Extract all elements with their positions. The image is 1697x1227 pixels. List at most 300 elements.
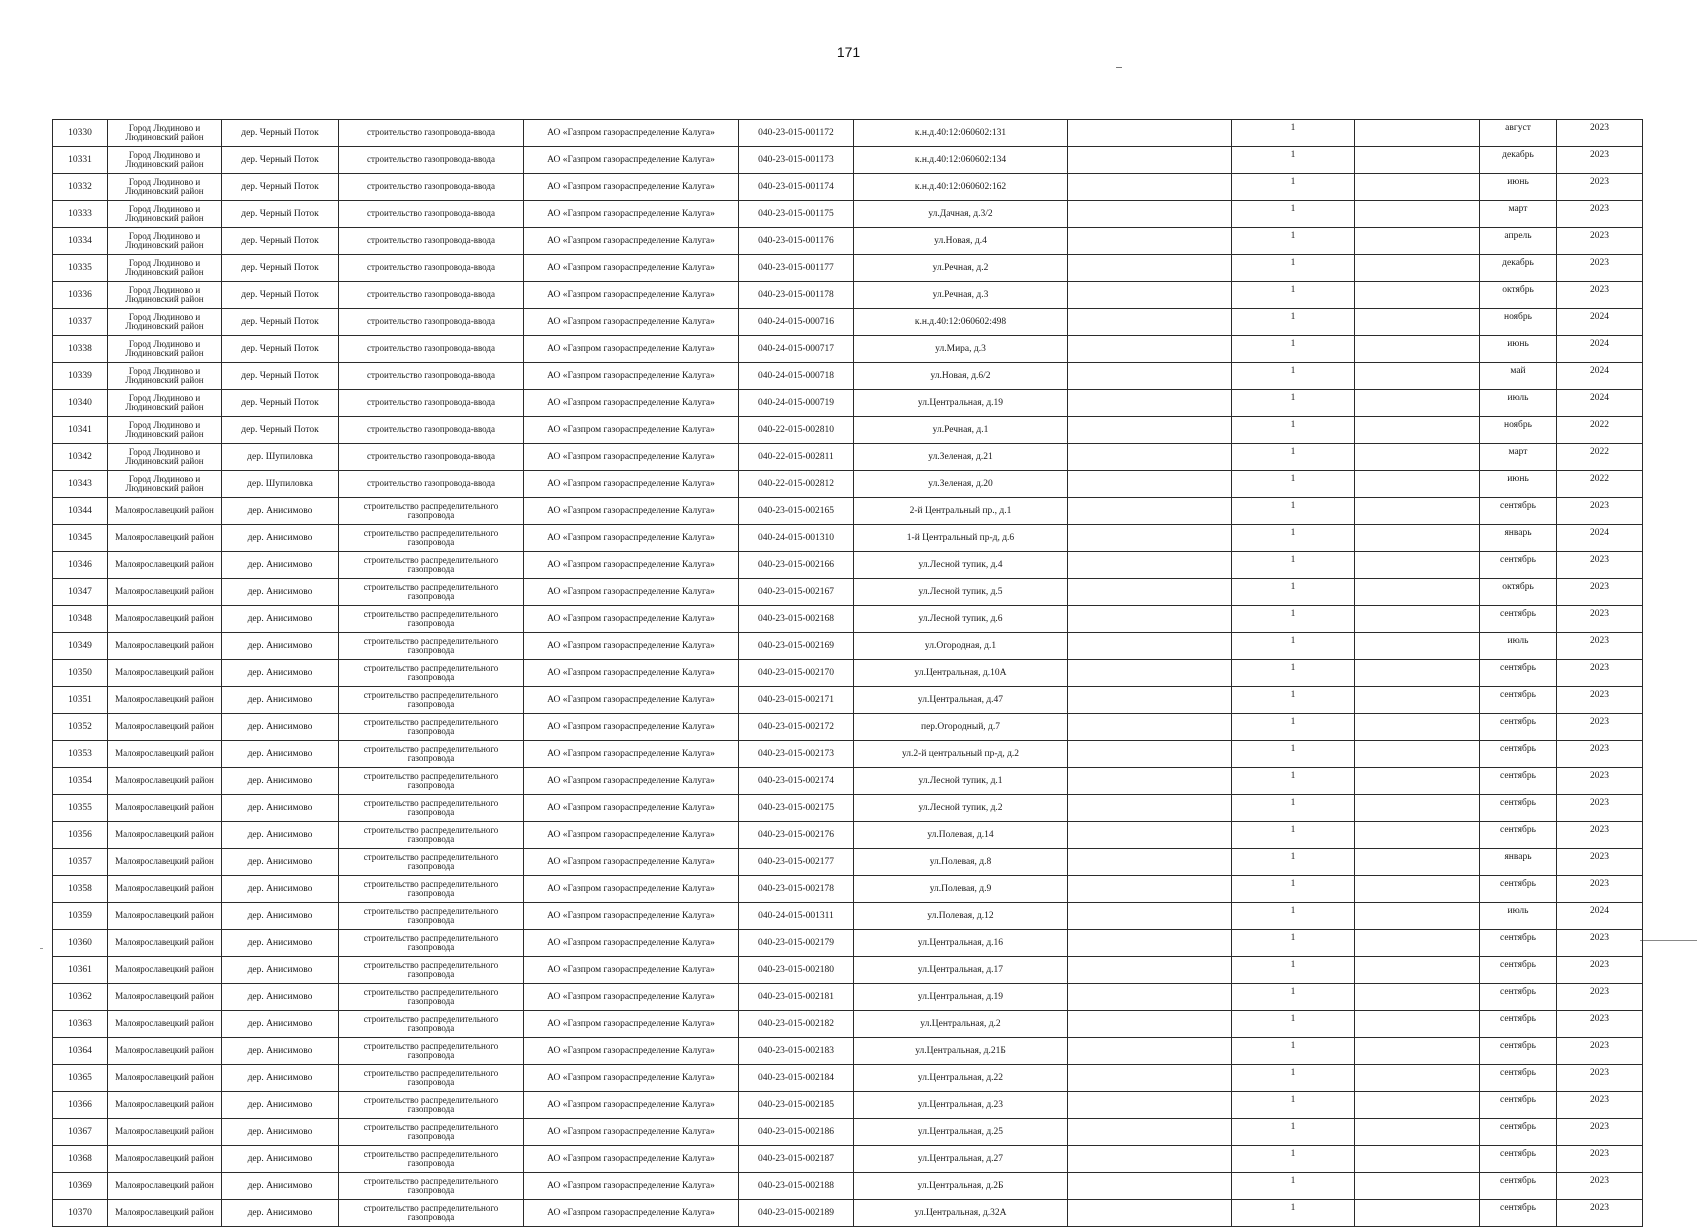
- district-cell: Малоярославецкий район: [108, 606, 222, 633]
- month-cell: июнь: [1480, 174, 1557, 201]
- count-cell: 1: [1232, 1119, 1355, 1146]
- row-number-cell: 10357: [53, 849, 108, 876]
- empty-cell: [1355, 768, 1480, 795]
- empty-cell: [1355, 876, 1480, 903]
- address-cell: ул.Полевая, д.9: [854, 876, 1068, 903]
- count-cell: 1: [1232, 201, 1355, 228]
- month-cell: сентябрь: [1480, 606, 1557, 633]
- year-cell: 2022: [1557, 471, 1643, 498]
- object-code-cell: 040-23-015-002186: [739, 1119, 854, 1146]
- scan-mark: [1116, 67, 1122, 68]
- settlement-cell: дер. Анисимово: [222, 1011, 339, 1038]
- organization-cell: АО «Газпром газораспределение Калуга»: [524, 552, 739, 579]
- work-type-cell: строительство распределительного газопровода: [339, 822, 524, 849]
- row-number-cell: 10359: [53, 903, 108, 930]
- row-number-cell: 10370: [53, 1200, 108, 1227]
- object-code-cell: 040-23-015-002177: [739, 849, 854, 876]
- count-cell: 1: [1232, 309, 1355, 336]
- table-row: [53, 363, 1643, 390]
- row-number-cell: 10344: [53, 498, 108, 525]
- work-type-cell: строительство распределительного газопровода: [339, 714, 524, 741]
- month-cell: июнь: [1480, 471, 1557, 498]
- work-type-cell: строительство распределительного газопровода: [339, 1119, 524, 1146]
- address-cell: ул.Зеленая, д.20: [854, 471, 1068, 498]
- row-number-cell: 10339: [53, 363, 108, 390]
- count-cell: 1: [1232, 228, 1355, 255]
- settlement-cell: дер. Анисимово: [222, 525, 339, 552]
- year-cell: 2024: [1557, 336, 1643, 363]
- object-code-cell: 040-23-015-001172: [739, 120, 854, 147]
- settlement-cell: дер. Анисимово: [222, 552, 339, 579]
- count-cell: 1: [1232, 876, 1355, 903]
- count-cell: 1: [1232, 795, 1355, 822]
- month-cell: март: [1480, 201, 1557, 228]
- district-cell: Малоярославецкий район: [108, 1146, 222, 1173]
- count-cell: 1: [1232, 741, 1355, 768]
- count-cell: 1: [1232, 1065, 1355, 1092]
- object-code-cell: 040-23-015-002184: [739, 1065, 854, 1092]
- object-code-cell: 040-23-015-002189: [739, 1200, 854, 1227]
- settlement-cell: дер. Анисимово: [222, 1092, 339, 1119]
- organization-cell: АО «Газпром газораспределение Калуга»: [524, 903, 739, 930]
- row-number-cell: 10354: [53, 768, 108, 795]
- year-cell: 2022: [1557, 417, 1643, 444]
- work-type-cell: строительство распределительного газопровода: [339, 957, 524, 984]
- row-number-cell: 10364: [53, 1038, 108, 1065]
- object-code-cell: 040-23-015-001178: [739, 282, 854, 309]
- scan-edge-dot: [40, 948, 43, 949]
- scan-edge-line: [1640, 940, 1697, 941]
- settlement-cell: дер. Анисимово: [222, 1119, 339, 1146]
- empty-cell: [1068, 1200, 1232, 1227]
- empty-cell: [1355, 147, 1480, 174]
- empty-cell: [1068, 120, 1232, 147]
- table-row: [53, 174, 1643, 201]
- month-cell: сентябрь: [1480, 930, 1557, 957]
- row-number-cell: 10355: [53, 795, 108, 822]
- district-cell: Город Людиново и Людиновский район: [108, 417, 222, 444]
- month-cell: сентябрь: [1480, 876, 1557, 903]
- district-cell: Малоярославецкий район: [108, 1173, 222, 1200]
- work-type-cell: строительство распределительного газопровода: [339, 1038, 524, 1065]
- object-code-cell: 040-24-015-000716: [739, 309, 854, 336]
- object-code-cell: 040-23-015-001175: [739, 201, 854, 228]
- work-type-cell: строительство распределительного газопровода: [339, 768, 524, 795]
- year-cell: 2023: [1557, 1092, 1643, 1119]
- organization-cell: АО «Газпром газораспределение Калуга»: [524, 633, 739, 660]
- count-cell: 1: [1232, 633, 1355, 660]
- object-code-cell: 040-24-015-000718: [739, 363, 854, 390]
- table-row: [53, 660, 1643, 687]
- row-number-cell: 10358: [53, 876, 108, 903]
- address-cell: к.н.д.40:12:060602:162: [854, 174, 1068, 201]
- empty-cell: [1355, 390, 1480, 417]
- empty-cell: [1068, 714, 1232, 741]
- empty-cell: [1355, 795, 1480, 822]
- row-number-cell: 10363: [53, 1011, 108, 1038]
- table-row: [53, 417, 1643, 444]
- row-number-cell: 10367: [53, 1119, 108, 1146]
- object-code-cell: 040-23-015-002167: [739, 579, 854, 606]
- row-number-cell: 10332: [53, 174, 108, 201]
- table-row: [53, 498, 1643, 525]
- address-cell: ул.Центральная, д.27: [854, 1146, 1068, 1173]
- empty-cell: [1068, 363, 1232, 390]
- work-type-cell: строительство распределительного газопровода: [339, 1011, 524, 1038]
- district-cell: Малоярославецкий район: [108, 930, 222, 957]
- object-code-cell: 040-24-015-000719: [739, 390, 854, 417]
- empty-cell: [1068, 525, 1232, 552]
- empty-cell: [1068, 984, 1232, 1011]
- settlement-cell: дер. Анисимово: [222, 1173, 339, 1200]
- district-cell: Малоярославецкий район: [108, 1065, 222, 1092]
- empty-cell: [1355, 930, 1480, 957]
- row-number-cell: 10330: [53, 120, 108, 147]
- object-code-cell: 040-23-015-001176: [739, 228, 854, 255]
- row-number-cell: 10341: [53, 417, 108, 444]
- year-cell: 2023: [1557, 606, 1643, 633]
- count-cell: 1: [1232, 579, 1355, 606]
- empty-cell: [1068, 579, 1232, 606]
- address-cell: ул.Центральная, д.19: [854, 984, 1068, 1011]
- settlement-cell: дер. Анисимово: [222, 903, 339, 930]
- organization-cell: АО «Газпром газораспределение Калуга»: [524, 1200, 739, 1227]
- work-type-cell: строительство распределительного газопровода: [339, 498, 524, 525]
- table-row: [53, 1119, 1643, 1146]
- address-cell: ул.Речная, д.2: [854, 255, 1068, 282]
- empty-cell: [1068, 957, 1232, 984]
- district-cell: Город Людиново и Людиновский район: [108, 228, 222, 255]
- table-row: [53, 147, 1643, 174]
- count-cell: 1: [1232, 903, 1355, 930]
- district-cell: Малоярославецкий район: [108, 1200, 222, 1227]
- table-row: [53, 282, 1643, 309]
- table-row: [53, 1200, 1643, 1227]
- month-cell: сентябрь: [1480, 660, 1557, 687]
- month-cell: май: [1480, 363, 1557, 390]
- organization-cell: АО «Газпром газораспределение Калуга»: [524, 417, 739, 444]
- organization-cell: АО «Газпром газораспределение Калуга»: [524, 660, 739, 687]
- settlement-cell: дер. Черный Поток: [222, 255, 339, 282]
- object-code-cell: 040-24-015-001310: [739, 525, 854, 552]
- district-cell: Малоярославецкий район: [108, 876, 222, 903]
- address-cell: 2-й Центральный пр., д.1: [854, 498, 1068, 525]
- month-cell: сентябрь: [1480, 768, 1557, 795]
- empty-cell: [1068, 1038, 1232, 1065]
- address-cell: к.н.д.40:12:060602:134: [854, 147, 1068, 174]
- month-cell: апрель: [1480, 228, 1557, 255]
- month-cell: август: [1480, 120, 1557, 147]
- district-cell: Город Людиново и Людиновский район: [108, 255, 222, 282]
- work-type-cell: строительство распределительного газопровода: [339, 1173, 524, 1200]
- year-cell: 2024: [1557, 363, 1643, 390]
- count-cell: 1: [1232, 1011, 1355, 1038]
- month-cell: сентябрь: [1480, 1119, 1557, 1146]
- table-row: [53, 1065, 1643, 1092]
- settlement-cell: дер. Анисимово: [222, 1065, 339, 1092]
- settlement-cell: дер. Черный Поток: [222, 228, 339, 255]
- table-row: [53, 822, 1643, 849]
- month-cell: июнь: [1480, 336, 1557, 363]
- year-cell: 2024: [1557, 903, 1643, 930]
- settlement-cell: дер. Анисимово: [222, 930, 339, 957]
- organization-cell: АО «Газпром газораспределение Калуга»: [524, 1119, 739, 1146]
- table-row: [53, 525, 1643, 552]
- empty-cell: [1355, 471, 1480, 498]
- address-cell: ул.Центральная, д.10А: [854, 660, 1068, 687]
- district-cell: Малоярославецкий район: [108, 795, 222, 822]
- year-cell: 2023: [1557, 876, 1643, 903]
- empty-cell: [1355, 903, 1480, 930]
- address-cell: ул.Центральная, д.19: [854, 390, 1068, 417]
- year-cell: 2024: [1557, 390, 1643, 417]
- work-type-cell: строительство распределительного газопровода: [339, 1092, 524, 1119]
- empty-cell: [1355, 1011, 1480, 1038]
- object-code-cell: 040-23-015-001174: [739, 174, 854, 201]
- empty-cell: [1068, 660, 1232, 687]
- district-cell: Город Людиново и Людиновский район: [108, 444, 222, 471]
- address-cell: к.н.д.40:12:060602:498: [854, 309, 1068, 336]
- address-cell: к.н.д.40:12:060602:131: [854, 120, 1068, 147]
- row-number-cell: 10362: [53, 984, 108, 1011]
- district-cell: Малоярославецкий район: [108, 1092, 222, 1119]
- table-row: [53, 1173, 1643, 1200]
- address-cell: ул.Речная, д.1: [854, 417, 1068, 444]
- settlement-cell: дер. Анисимово: [222, 714, 339, 741]
- year-cell: 2023: [1557, 1119, 1643, 1146]
- address-cell: ул.Полевая, д.8: [854, 849, 1068, 876]
- year-cell: 2023: [1557, 849, 1643, 876]
- organization-cell: АО «Газпром газораспределение Калуга»: [524, 174, 739, 201]
- count-cell: 1: [1232, 849, 1355, 876]
- address-cell: ул.Центральная, д.32А: [854, 1200, 1068, 1227]
- year-cell: 2023: [1557, 228, 1643, 255]
- empty-cell: [1355, 1146, 1480, 1173]
- work-type-cell: строительство распределительного газопровода: [339, 579, 524, 606]
- organization-cell: АО «Газпром газораспределение Калуга»: [524, 957, 739, 984]
- empty-cell: [1355, 660, 1480, 687]
- row-number-cell: 10369: [53, 1173, 108, 1200]
- table-row: [53, 903, 1643, 930]
- object-code-cell: 040-23-015-001177: [739, 255, 854, 282]
- row-number-cell: 10360: [53, 930, 108, 957]
- settlement-cell: дер. Анисимово: [222, 984, 339, 1011]
- month-cell: сентябрь: [1480, 822, 1557, 849]
- table-row: [53, 579, 1643, 606]
- row-number-cell: 10346: [53, 552, 108, 579]
- address-cell: ул.Лесной тупик, д.5: [854, 579, 1068, 606]
- table-row: [53, 444, 1643, 471]
- empty-cell: [1355, 255, 1480, 282]
- district-cell: Город Людиново и Людиновский район: [108, 282, 222, 309]
- empty-cell: [1355, 1173, 1480, 1200]
- count-cell: 1: [1232, 660, 1355, 687]
- organization-cell: АО «Газпром газораспределение Калуга»: [524, 741, 739, 768]
- empty-cell: [1068, 822, 1232, 849]
- object-code-cell: 040-23-015-002173: [739, 741, 854, 768]
- object-code-cell: 040-23-015-002180: [739, 957, 854, 984]
- object-code-cell: 040-23-015-002169: [739, 633, 854, 660]
- work-type-cell: строительство распределительного газопровода: [339, 849, 524, 876]
- work-type-cell: строительство газопровода-ввода: [339, 228, 524, 255]
- registry-table-body: [53, 120, 1643, 1227]
- empty-cell: [1355, 498, 1480, 525]
- object-code-cell: 040-23-015-002172: [739, 714, 854, 741]
- count-cell: 1: [1232, 714, 1355, 741]
- month-cell: ноябрь: [1480, 417, 1557, 444]
- work-type-cell: строительство распределительного газопровода: [339, 984, 524, 1011]
- month-cell: июль: [1480, 633, 1557, 660]
- organization-cell: АО «Газпром газораспределение Калуга»: [524, 984, 739, 1011]
- count-cell: 1: [1232, 1200, 1355, 1227]
- district-cell: Малоярославецкий район: [108, 984, 222, 1011]
- empty-cell: [1068, 552, 1232, 579]
- address-cell: ул.Центральная, д.23: [854, 1092, 1068, 1119]
- organization-cell: АО «Газпром газораспределение Калуга»: [524, 201, 739, 228]
- work-type-cell: строительство распределительного газопровода: [339, 552, 524, 579]
- empty-cell: [1355, 606, 1480, 633]
- empty-cell: [1068, 201, 1232, 228]
- settlement-cell: дер. Анисимово: [222, 822, 339, 849]
- empty-cell: [1068, 1119, 1232, 1146]
- table-row: [53, 795, 1643, 822]
- row-number-cell: 10343: [53, 471, 108, 498]
- object-code-cell: 040-23-015-002168: [739, 606, 854, 633]
- month-cell: сентябрь: [1480, 795, 1557, 822]
- organization-cell: АО «Газпром газораспределение Калуга»: [524, 579, 739, 606]
- count-cell: 1: [1232, 1146, 1355, 1173]
- object-code-cell: 040-22-015-002810: [739, 417, 854, 444]
- empty-cell: [1068, 795, 1232, 822]
- empty-cell: [1355, 282, 1480, 309]
- row-number-cell: 10342: [53, 444, 108, 471]
- work-type-cell: строительство распределительного газопровода: [339, 525, 524, 552]
- month-cell: сентябрь: [1480, 957, 1557, 984]
- organization-cell: АО «Газпром газораспределение Калуга»: [524, 714, 739, 741]
- empty-cell: [1355, 849, 1480, 876]
- settlement-cell: дер. Черный Поток: [222, 417, 339, 444]
- address-cell: ул.Центральная, д.22: [854, 1065, 1068, 1092]
- table-row: [53, 228, 1643, 255]
- address-cell: ул.Центральная, д.47: [854, 687, 1068, 714]
- object-code-cell: 040-23-015-002165: [739, 498, 854, 525]
- object-code-cell: 040-23-015-002170: [739, 660, 854, 687]
- work-type-cell: строительство газопровода-ввода: [339, 417, 524, 444]
- empty-cell: [1068, 498, 1232, 525]
- object-code-cell: 040-23-015-002174: [739, 768, 854, 795]
- count-cell: 1: [1232, 525, 1355, 552]
- address-cell: ул.Лесной тупик, д.2: [854, 795, 1068, 822]
- month-cell: сентябрь: [1480, 498, 1557, 525]
- month-cell: январь: [1480, 849, 1557, 876]
- district-cell: Малоярославецкий район: [108, 552, 222, 579]
- organization-cell: АО «Газпром газораспределение Калуга»: [524, 444, 739, 471]
- month-cell: январь: [1480, 525, 1557, 552]
- work-type-cell: строительство газопровода-ввода: [339, 336, 524, 363]
- empty-cell: [1068, 687, 1232, 714]
- count-cell: 1: [1232, 984, 1355, 1011]
- district-cell: Город Людиново и Людиновский район: [108, 363, 222, 390]
- row-number-cell: 10338: [53, 336, 108, 363]
- month-cell: октябрь: [1480, 579, 1557, 606]
- object-code-cell: 040-23-015-002188: [739, 1173, 854, 1200]
- organization-cell: АО «Газпром газораспределение Калуга»: [524, 363, 739, 390]
- work-type-cell: строительство распределительного газопровода: [339, 1146, 524, 1173]
- table-row: [53, 1038, 1643, 1065]
- month-cell: сентябрь: [1480, 1092, 1557, 1119]
- empty-cell: [1068, 1173, 1232, 1200]
- month-cell: сентябрь: [1480, 1038, 1557, 1065]
- empty-cell: [1068, 1146, 1232, 1173]
- object-code-cell: 040-23-015-002178: [739, 876, 854, 903]
- address-cell: ул.Полевая, д.12: [854, 903, 1068, 930]
- empty-cell: [1068, 417, 1232, 444]
- settlement-cell: дер. Анисимово: [222, 795, 339, 822]
- object-code-cell: 040-23-015-002166: [739, 552, 854, 579]
- table-row: [53, 687, 1643, 714]
- table-row: [53, 984, 1643, 1011]
- organization-cell: АО «Газпром газораспределение Калуга»: [524, 930, 739, 957]
- empty-cell: [1068, 741, 1232, 768]
- district-cell: Город Людиново и Людиновский район: [108, 120, 222, 147]
- page-number: 171: [836, 44, 861, 60]
- object-code-cell: 040-22-015-002812: [739, 471, 854, 498]
- year-cell: 2023: [1557, 498, 1643, 525]
- district-cell: Город Людиново и Людиновский район: [108, 471, 222, 498]
- work-type-cell: строительство распределительного газопровода: [339, 741, 524, 768]
- organization-cell: АО «Газпром газораспределение Калуга»: [524, 822, 739, 849]
- address-cell: ул.Мира, д.3: [854, 336, 1068, 363]
- settlement-cell: дер. Анисимово: [222, 1146, 339, 1173]
- row-number-cell: 10353: [53, 741, 108, 768]
- object-code-cell: 040-23-015-002183: [739, 1038, 854, 1065]
- year-cell: 2023: [1557, 660, 1643, 687]
- year-cell: 2023: [1557, 741, 1643, 768]
- settlement-cell: дер. Анисимово: [222, 687, 339, 714]
- organization-cell: АО «Газпром газораспределение Калуга»: [524, 255, 739, 282]
- address-cell: ул.2-й центральный пр-д, д.2: [854, 741, 1068, 768]
- settlement-cell: дер. Шупиловка: [222, 444, 339, 471]
- object-code-cell: 040-23-015-002182: [739, 1011, 854, 1038]
- table-row: [53, 336, 1643, 363]
- settlement-cell: дер. Черный Поток: [222, 120, 339, 147]
- work-type-cell: строительство распределительного газопровода: [339, 930, 524, 957]
- table-row: [53, 201, 1643, 228]
- month-cell: март: [1480, 444, 1557, 471]
- empty-cell: [1355, 444, 1480, 471]
- object-code-cell: 040-22-015-002811: [739, 444, 854, 471]
- work-type-cell: строительство распределительного газопровода: [339, 633, 524, 660]
- work-type-cell: строительство распределительного газопровода: [339, 660, 524, 687]
- count-cell: 1: [1232, 147, 1355, 174]
- empty-cell: [1355, 228, 1480, 255]
- work-type-cell: строительство газопровода-ввода: [339, 201, 524, 228]
- row-number-cell: 10334: [53, 228, 108, 255]
- table-row: [53, 1092, 1643, 1119]
- year-cell: 2023: [1557, 768, 1643, 795]
- address-cell: ул.Центральная, д.2Б: [854, 1173, 1068, 1200]
- settlement-cell: дер. Черный Поток: [222, 363, 339, 390]
- month-cell: сентябрь: [1480, 1173, 1557, 1200]
- table-row: [53, 930, 1643, 957]
- work-type-cell: строительство распределительного газопровода: [339, 1065, 524, 1092]
- table-row: [53, 255, 1643, 282]
- count-cell: 1: [1232, 1173, 1355, 1200]
- count-cell: 1: [1232, 471, 1355, 498]
- row-number-cell: 10368: [53, 1146, 108, 1173]
- district-cell: Малоярославецкий район: [108, 1038, 222, 1065]
- year-cell: 2023: [1557, 1011, 1643, 1038]
